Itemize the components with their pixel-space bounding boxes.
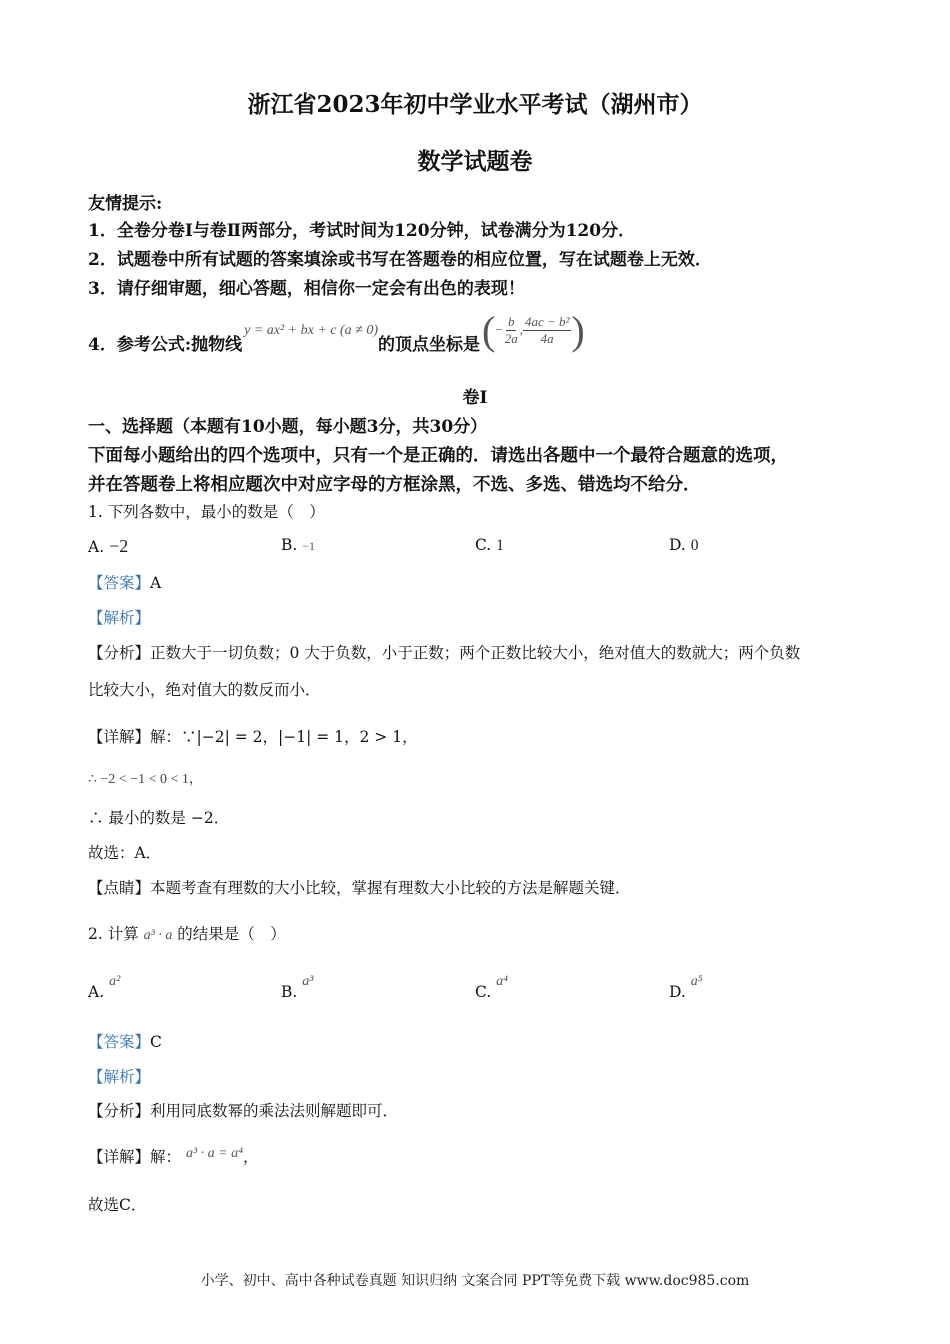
q1-analysis-cont: 比较大小，绝对值大的数反而小． bbox=[88, 681, 321, 699]
q1-detail-line-2: ∴ −2 < −1 < 0 < 1， bbox=[88, 772, 203, 787]
q2-conclusion: 故选C． bbox=[88, 1196, 147, 1214]
q2-analysis: 【分析】利用同底数幂的乘法法则解题即可． bbox=[88, 1102, 399, 1120]
q2-expression: a³ · a bbox=[143, 928, 173, 943]
q1-detail: 【详解】解：∵|−2| = 2，|−1| = 1，2 > 1， bbox=[88, 728, 418, 746]
q2-stem: 2. 计算 a³ · a 的结果是（ ） bbox=[88, 925, 286, 943]
page-footer: 小学、初中、高中各种试卷真题 知识归纳 文案合同 PPT等免费下载 www.doc985.com bbox=[200, 1273, 750, 1289]
parabola-formula: y = ax² + bx + c (a ≠ 0) bbox=[244, 323, 379, 338]
q2-option-d: D. a⁵ bbox=[669, 974, 703, 1001]
q1-option-d: D. 0 bbox=[669, 536, 699, 554]
q1-answer: 【答案】A bbox=[88, 574, 162, 592]
vertex-y-fraction: $\frac{\text{4ac − b²}}{4a}$ bbox=[524, 313, 570, 346]
tip-2: 2．试题卷中所有试题的答案填涂或书写在答题卷的相应位置，写在试题卷上无效． bbox=[88, 250, 712, 270]
q1-remark: 【点睛】本题考查有理数的大小比较，掌握有理数大小比较的方法是解题关键． bbox=[88, 879, 631, 897]
tip-4-prefix: 4．参考公式:抛物线 bbox=[88, 334, 243, 355]
q1-option-c: C. 1 bbox=[475, 536, 504, 554]
q2-jiexi: 【解析】 bbox=[88, 1068, 151, 1086]
section-heading: 一、选择题（本题有10小题，每小题3分，共30分） bbox=[88, 417, 488, 437]
q2-option-a: A. a² bbox=[88, 974, 121, 1001]
volume-label: 卷Ⅰ bbox=[462, 388, 488, 408]
tip-3: 3．请仔细审题，细心答题，相信你一定会有出色的表现！ bbox=[88, 279, 525, 299]
q1-stem: 1. 下列各数中，最小的数是（ ） bbox=[88, 503, 325, 521]
q1-detail-line-4: 故选：A． bbox=[88, 844, 162, 862]
vertex-x-fraction: $\frac{b}{2a}$ bbox=[504, 313, 518, 346]
tip-1: 1．全卷分卷Ⅰ与卷Ⅱ两部分，考试时间为120分钟，试卷满分为120分． bbox=[88, 221, 636, 241]
q2-detail-expression: a³ · a = a⁴ bbox=[185, 1146, 243, 1161]
q1-jiexi: 【解析】 bbox=[88, 609, 151, 627]
q2-answer: 【答案】C bbox=[88, 1033, 162, 1051]
q1-analysis: 【分析】正数大于一切负数；0 大于负数，小于正数；两个正数比较大小，绝对值大的数就大；两个负数 bbox=[88, 644, 801, 662]
tip-4 bbox=[88, 307, 585, 360]
q2-option-b: B. a³ bbox=[281, 974, 314, 1001]
page-title: 浙江省2023年初中学业水平考试（湖州市） bbox=[247, 91, 703, 118]
vertex-formula: ( − $\frac{b}{2a}$ , $\frac{\text{4ac − b²}}{4a}$ ) bbox=[482, 307, 585, 353]
tip-4-mid: 的顶点坐标是 bbox=[378, 334, 481, 355]
q1-option-a: A. −2 bbox=[88, 536, 129, 556]
page-subtitle: 数学试题卷 bbox=[417, 148, 533, 175]
q2-option-c: C. a⁴ bbox=[475, 974, 509, 1001]
section-instruction-2: 并在答题卷上将相应题次中对应字母的方框涂黑，不选、多选、错选均不给分． bbox=[88, 475, 701, 495]
tips-heading: 友情提示: bbox=[88, 194, 163, 214]
q1-option-b: B. −1 bbox=[281, 536, 316, 554]
section-instruction-1: 下面每小题给出的四个选项中，只有一个是正确的．请选出各题中一个最符合题意的选项， bbox=[88, 446, 788, 466]
q1-detail-line-3: ∴ 最小的数是 −2． bbox=[88, 809, 230, 827]
q2-detail: 【详解】解： a³ · a = a⁴， bbox=[88, 1146, 259, 1166]
